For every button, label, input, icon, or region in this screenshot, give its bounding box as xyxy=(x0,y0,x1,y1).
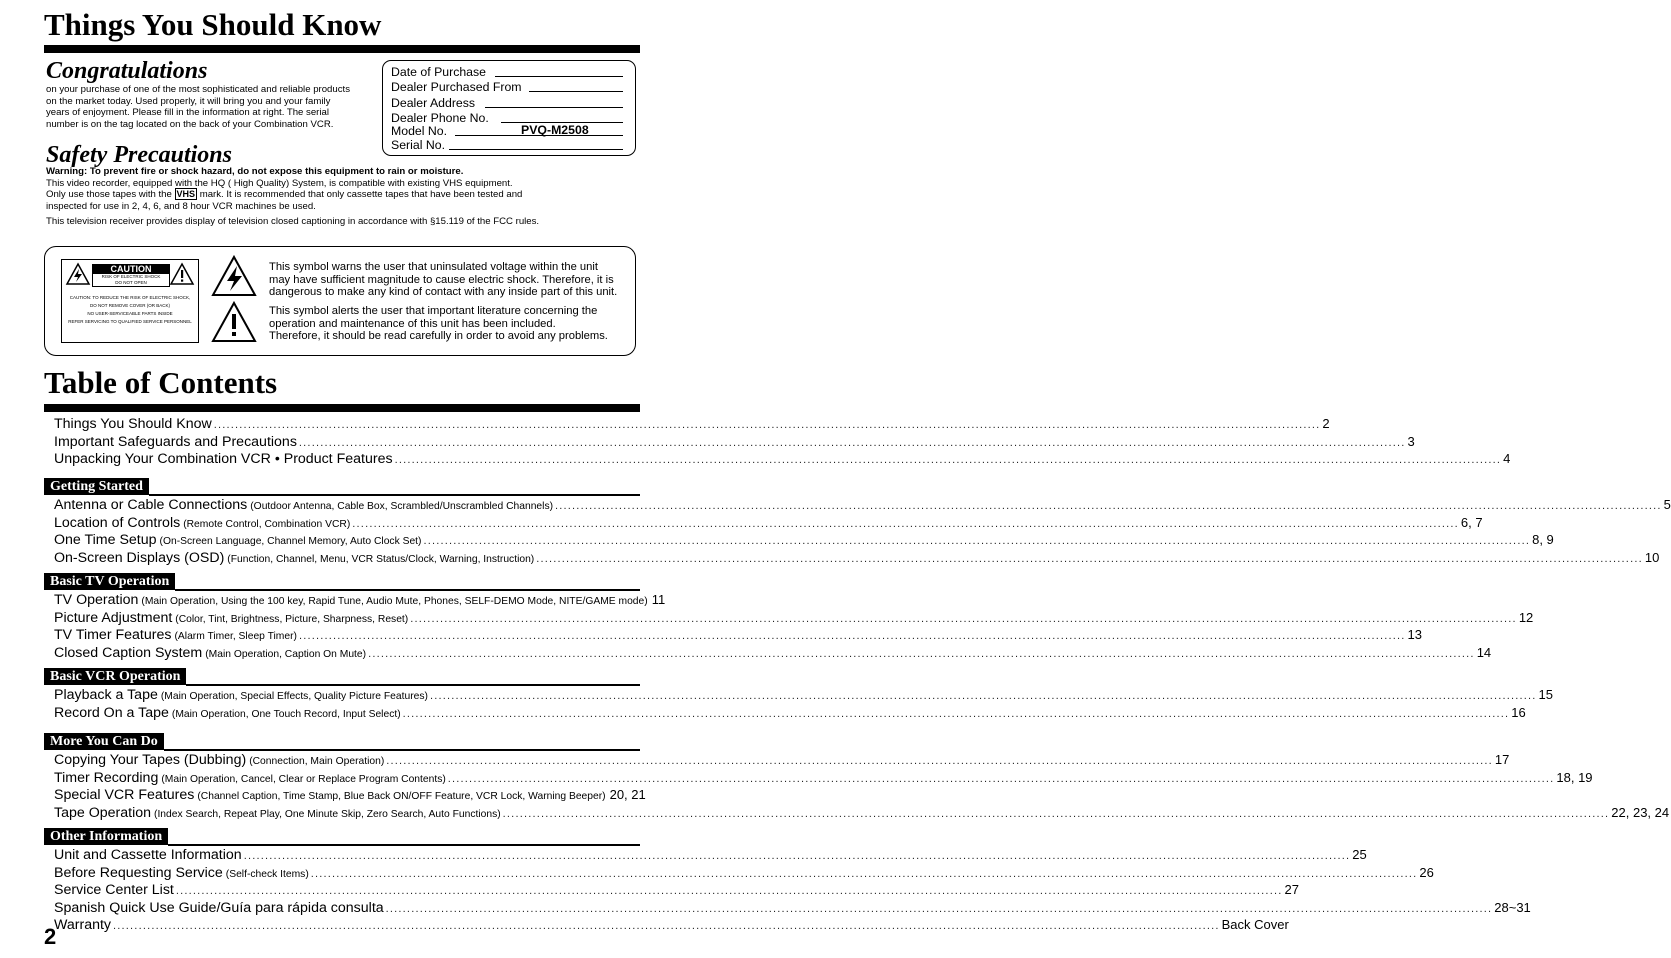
text-line: operation and maintenance of this unit has been included. xyxy=(269,317,556,330)
toc-entry-page: 5 xyxy=(1663,497,1671,512)
dealer-address-field[interactable] xyxy=(485,96,623,108)
toc-entry[interactable] xyxy=(54,769,1593,788)
toc-entry[interactable] xyxy=(54,752,1510,770)
toc-entry-subtopics: (Main Operation, Caption On Mute) xyxy=(205,648,367,660)
toc-entry-page: 10 xyxy=(1644,549,1660,565)
toc-section-rule xyxy=(164,749,640,751)
toc-entry-title: One Time Setup xyxy=(54,532,157,549)
text-line: on your purchase of one of the most sophisticated and reliable products xyxy=(46,84,350,95)
toc-entry-subtopics: (Function, Channel, Menu, VCR Status/Clock, Warning, Instruction) xyxy=(227,553,535,565)
toc-entry-subtopics: (On-Screen Language, Channel Memory, Auto Clock Set) xyxy=(159,536,422,548)
dealer-purchased-from-field[interactable] xyxy=(529,80,623,92)
toc-entry-page: 6, 7 xyxy=(1460,514,1483,530)
toc-entry-page: 28~31 xyxy=(1494,899,1531,915)
toc-leader-dots: .................................................................................................................................................................................................................................................................... xyxy=(298,436,1406,449)
caution-badge xyxy=(92,264,170,287)
toc-leader-dots: .................................................................................................................................................................................................................................................................... xyxy=(402,707,1510,720)
toc-entry-page: 11 xyxy=(651,592,666,607)
lightning-triangle-icon xyxy=(211,255,257,297)
congratulations-text xyxy=(46,84,350,130)
toc-entry-subtopics: (Outdoor Antenna, Cable Box, Scrambled/Unscrambled Channels) xyxy=(250,501,554,512)
toc-entry-title: Spanish Quick Use Guide/Guía para rápida consulta xyxy=(54,899,384,916)
exclamation-triangle-small-icon xyxy=(170,263,194,285)
safety-heading: Safety Precautions xyxy=(46,142,232,168)
toc-leader-dots: .................................................................................................................................................................................................................................................................... xyxy=(386,755,1493,767)
toc-entry-page: 12 xyxy=(1518,609,1534,625)
purchase-info-box xyxy=(382,60,636,156)
page-number: 2 xyxy=(44,924,57,949)
text-line: This symbol warns the user that uninsulated voltage within the unit xyxy=(269,261,598,273)
dealer-address-label: Dealer Address xyxy=(391,96,476,110)
dealer-phone-field[interactable] xyxy=(501,111,623,123)
toc-section-rule xyxy=(175,589,640,591)
caution-line: REFER SERVICING TO QUALIFIED SERVICE PERSONNEL xyxy=(68,319,192,324)
toc-entry-title: Service Center List xyxy=(54,882,174,899)
vhs-logo: VHS xyxy=(176,189,196,200)
text-line: dangerous to make any kind of contact with any inside part of this unit. xyxy=(269,286,618,299)
toc-entry[interactable] xyxy=(54,433,1415,452)
safety-text xyxy=(46,166,539,228)
toc-entry-title: TV Operation xyxy=(54,592,139,608)
toc-leader-dots: .................................................................................................................................................................................................................................................................... xyxy=(385,902,1493,915)
dealer-phone-label: Dealer Phone No. xyxy=(391,111,489,125)
date-of-purchase-label: Date of Purchase xyxy=(391,65,487,79)
toc-entry-subtopics: (Main Operation, One Touch Record, Input Select) xyxy=(171,708,401,720)
exclamation-symbol-text xyxy=(269,305,608,343)
toc-section-heading: Getting Started xyxy=(44,478,149,495)
toc-leader-dots: .................................................................................................................................................................................................................................................................... xyxy=(410,612,1517,625)
text-line: number is on the tag located on the back of your Combination VCR. xyxy=(46,118,334,130)
toc-entry-page: 22, 23, 24 xyxy=(1611,804,1670,820)
toc-entry[interactable] xyxy=(54,899,1531,918)
toc-entry-title: Before Requesting Service xyxy=(54,864,223,881)
toc-entry-page: 13 xyxy=(1407,627,1423,643)
toc-entry[interactable] xyxy=(54,882,1299,900)
text-fragment: mark. It is recommended that only cassette tapes that have been tested and xyxy=(199,189,523,201)
toc-entry-subtopics: (Channel Caption, Time Stamp, Blue Back ON/OFF Feature, VCR Lock, Warning Beeper) xyxy=(197,791,606,803)
toc-entry-subtopics: (Remote Control, Combination VCR) xyxy=(183,518,351,530)
toc-leader-dots: .................................................................................................................................................................................................................................................................... xyxy=(394,454,1502,467)
exclamation-triangle-icon xyxy=(211,301,257,343)
toc-entry[interactable] xyxy=(54,847,1367,865)
toc-leader-dots: .................................................................................................................................................................................................................................................................... xyxy=(352,517,1459,530)
text-line: on the market today. Used properly, it will bring you and your family xyxy=(46,95,331,107)
toc-leader-dots: .................................................................................................................................................................................................................................................................... xyxy=(368,647,1475,660)
toc-entry-subtopics: (Main Operation, Cancel, Clear or Replace Program Contents) xyxy=(161,773,446,785)
caution-line: NO USER-SERVICEABLE PARTS INSIDE xyxy=(87,311,173,316)
toc-entry-page: 16 xyxy=(1511,704,1526,720)
toc-section-rule xyxy=(149,494,640,496)
toc-entry-title: Record On a Tape xyxy=(54,704,169,721)
toc-leader-dots: .................................................................................................................................................................................................................................................................... xyxy=(298,630,1406,643)
toc-title: Table of Contents xyxy=(44,365,278,400)
toc-leader-dots: .................................................................................................................................................................................................................................................................... xyxy=(213,419,1321,431)
caution-sub1: RISK OF ELECTRIC SHOCK xyxy=(101,274,161,279)
toc-entry[interactable] xyxy=(54,497,1671,515)
toc-entry[interactable] xyxy=(54,416,1330,434)
toc-entry-page: 17 xyxy=(1494,752,1510,767)
toc-leader-dots: .................................................................................................................................................................................................................................................................... xyxy=(113,920,1220,933)
caution-line: DO NOT REMOVE COVER (OR BACK) xyxy=(90,303,170,308)
toc-entry-subtopics: (Main Operation, Using the 100 key, Rapid Tune, Audio Mute, Phones, SELF-DEMO Mode, NITE/GAME mode) xyxy=(141,596,648,607)
toc-entry-subtopics: (Self-check Items) xyxy=(225,868,309,880)
toc-entry-subtopics: (Main Operation, Special Effects, Quality Picture Features) xyxy=(160,691,428,702)
toc-section-heading: Basic VCR Operation xyxy=(44,668,186,685)
toc-entry[interactable] xyxy=(54,644,1492,663)
date-of-purchase-field[interactable] xyxy=(495,65,623,77)
toc-leader-dots: .................................................................................................................................................................................................................................................................... xyxy=(502,807,1610,820)
toc-entry[interactable] xyxy=(54,514,1483,533)
toc-entry-title: Antenna or Cable Connections xyxy=(54,497,248,513)
toc-section-heading: More You Can Do xyxy=(44,733,164,750)
toc-entry-subtopics: (Connection, Main Operation) xyxy=(249,756,385,767)
text-line: inspected for use in 2, 4, 6, and 8 hour VCR machines be used. xyxy=(46,200,316,212)
caution-line: CAUTION: TO REDUCE THE RISK OF ELECTRIC SHOCK, xyxy=(69,295,191,300)
toc-section-rule xyxy=(186,684,640,686)
toc-entry-title: Things You Should Know xyxy=(54,416,212,432)
toc-entry[interactable] xyxy=(54,864,1434,883)
toc-entry-title: Playback a Tape xyxy=(54,687,158,703)
toc-section-rule xyxy=(168,844,640,846)
toc-entry-title: Picture Adjustment xyxy=(54,609,173,626)
lightning-symbol-text xyxy=(269,261,617,299)
toc-entry-page: 18, 19 xyxy=(1556,769,1593,785)
congratulations-heading: Congratulations xyxy=(46,58,208,84)
warning-text: Warning: To prevent fire or shock hazard, do not expose this equipment to rain or moisture. xyxy=(46,166,464,177)
toc-entry[interactable] xyxy=(54,549,1660,568)
toc-entry-subtopics: (Index Search, Repeat Play, One Minute Skip, Zero Search, Auto Functions) xyxy=(154,808,501,820)
caution-label xyxy=(61,259,199,343)
model-number-value: PVQ-M2508 xyxy=(521,123,589,137)
toc-entry-title: Copying Your Tapes (Dubbing) xyxy=(54,752,247,768)
toc-entry[interactable] xyxy=(54,609,1534,628)
toc-entry-page: Back Cover xyxy=(1221,917,1289,933)
toc-entry-page: 15 xyxy=(1538,687,1554,702)
toc-entry-title: Unit and Cassette Information xyxy=(54,847,242,863)
toc-leader-dots: .................................................................................................................................................................................................................................................................... xyxy=(555,500,1662,512)
toc-entry-page: 26 xyxy=(1419,864,1434,880)
toc-entry-page: 2 xyxy=(1322,416,1330,431)
toc-entry-subtopics: (Alarm Timer, Sleep Timer) xyxy=(174,631,297,643)
serial-number-field[interactable] xyxy=(449,138,623,150)
toc-leader-dots: .................................................................................................................................................................................................................................................................... xyxy=(447,772,1555,785)
toc-entry[interactable] xyxy=(54,687,1554,705)
toc-entry-title: On-Screen Displays (OSD) xyxy=(54,549,225,566)
text-line xyxy=(46,189,539,201)
toc-entry-page: 25 xyxy=(1352,847,1367,862)
toc-entry-subtopics: (Color, Tint, Brightness, Picture, Sharpness, Reset) xyxy=(175,613,409,625)
toc-entry-title: Closed Caption System xyxy=(54,644,203,661)
toc-entry[interactable] xyxy=(54,804,1670,823)
safety-symbols-box xyxy=(44,246,636,356)
caution-title: CAUTION xyxy=(93,265,169,274)
toc-entry-title: Location of Controls xyxy=(54,514,181,531)
caution-sub2: DO NOT OPEN xyxy=(115,279,147,285)
toc-entry-title: Timer Recording xyxy=(54,769,159,786)
text-line: Therefore, it should be read carefully in order to avoid any problems. xyxy=(269,330,608,343)
text-fragment: Only use those tapes with the xyxy=(46,189,172,201)
toc-entry-page: 14 xyxy=(1476,644,1492,660)
title-rule xyxy=(44,45,640,53)
toc-entry[interactable] xyxy=(54,704,1526,723)
toc-entry-title: Warranty xyxy=(54,917,112,934)
toc-entry-title: Unpacking Your Combination VCR • Product Features xyxy=(54,451,393,468)
toc-entry[interactable] xyxy=(54,917,1289,935)
serial-number-label: Serial No. xyxy=(391,138,445,152)
toc-leader-dots: .................................................................................................................................................................................................................................................................... xyxy=(423,535,1531,548)
toc-entry[interactable] xyxy=(54,532,1554,550)
dealer-purchased-from-label: Dealer Purchased From xyxy=(391,80,522,94)
toc-section-heading: Other Information xyxy=(44,828,168,845)
toc-section-heading: Basic TV Operation xyxy=(44,573,175,590)
toc-leader-dots: .................................................................................................................................................................................................................................................................... xyxy=(243,850,1351,862)
lightning-triangle-small-icon xyxy=(66,263,90,285)
toc-entry[interactable] xyxy=(54,787,646,805)
text-line: This symbol alerts the user that important literature concerning the xyxy=(269,305,598,317)
toc-entry-page: 20, 21 xyxy=(609,787,646,803)
caution-body xyxy=(62,294,198,326)
toc-leader-dots: .................................................................................................................................................................................................................................................................... xyxy=(536,552,1643,565)
toc-entry-page: 8, 9 xyxy=(1532,532,1554,548)
text-line: This video recorder, equipped with the HQ ( High Quality) System, is compatible with existing VHS equipment. xyxy=(46,177,513,189)
toc-entry-title: Special VCR Features xyxy=(54,787,195,804)
page-title: Things You Should Know xyxy=(44,7,382,42)
toc-entry[interactable] xyxy=(54,627,1423,645)
toc-rule xyxy=(44,404,640,412)
toc-entry-title: Important Safeguards and Precautions xyxy=(54,433,297,450)
toc-entry-page: 27 xyxy=(1284,882,1299,898)
toc-entry[interactable] xyxy=(54,592,666,610)
text-line: This television receiver provides display of television closed captioning in accordance with §15.119 of the FCC rules. xyxy=(46,216,540,228)
toc-entry-title: TV Timer Features xyxy=(54,627,172,644)
model-number-label: Model No. xyxy=(391,124,448,138)
toc-entry-title: Tape Operation xyxy=(54,804,152,821)
text-line: years of enjoyment. Please fill in the information at right. The serial xyxy=(46,107,329,119)
toc-leader-dots: .................................................................................................................................................................................................................................................................... xyxy=(310,867,1418,880)
toc-entry-page: 3 xyxy=(1407,433,1415,449)
toc-entry-page: 4 xyxy=(1503,451,1511,467)
text-line: may have sufficient magnitude to cause electric shock. Therefore, it is xyxy=(269,273,614,286)
toc-leader-dots: .................................................................................................................................................................................................................................................................... xyxy=(429,690,1537,702)
toc-leader-dots: .................................................................................................................................................................................................................................................................... xyxy=(175,885,1283,898)
toc-entry[interactable] xyxy=(54,451,1511,469)
